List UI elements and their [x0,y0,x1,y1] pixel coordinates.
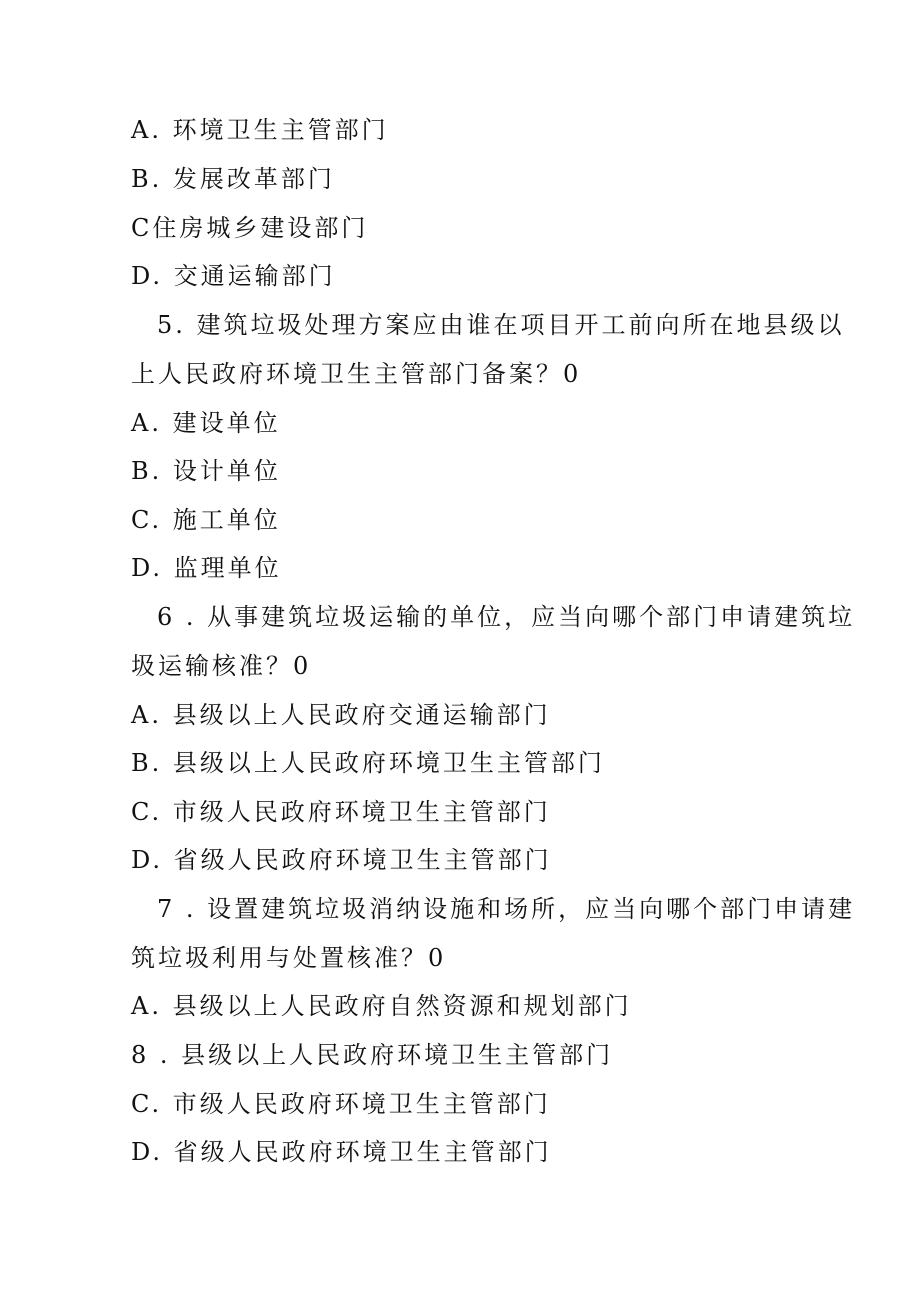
option-6d: D. 省级人民政府环境卫生主管部门 [131,846,552,874]
option-4d: D. 交通运输部门 [131,262,336,290]
question-5-line-2: 上人民政府环境卫生主管部门备案？0 [131,360,582,388]
option-7d: D. 省级人民政府环境卫生主管部门 [131,1138,552,1166]
option-6b: B. 县级以上人民政府环境卫生主管部门 [131,749,605,777]
option-4c: C住房城乡建设部门 [131,214,369,242]
option-5b: B. 设计单位 [131,457,281,485]
option-5c: C. 施工单位 [131,506,281,534]
question-7-line-2: 筑垃圾利用与处置核准？0 [131,944,447,972]
option-7a: A. 县级以上人民政府自然资源和规划部门 [131,992,632,1020]
option-6a: A. 县级以上人民政府交通运输部门 [131,701,551,729]
option-4b: B. 发展改革部门 [131,165,335,193]
option-6c: C. 市级人民政府环境卫生主管部门 [131,798,551,826]
question-6-line-1: 6 . 从事建筑垃圾运输的单位，应当向哪个部门申请建筑垃 [157,603,856,631]
option-7c: C. 市级人民政府环境卫生主管部门 [131,1090,551,1118]
question-7-line-1: 7 . 设置建筑垃圾消纳设施和场所，应当向哪个部门申请建 [157,895,856,923]
option-7b: 8 . 县级以上人民政府环境卫生主管部门 [131,1041,614,1069]
option-4a: A. 环境卫生主管部门 [131,116,389,144]
option-5d: D. 监理单位 [131,554,282,582]
question-6-line-2: 圾运输核准？0 [131,652,312,680]
option-5a: A. 建设单位 [131,409,281,437]
question-5-line-1: 5. 建筑垃圾处理方案应由谁在项目开工前向所在地县级以 [157,311,845,339]
